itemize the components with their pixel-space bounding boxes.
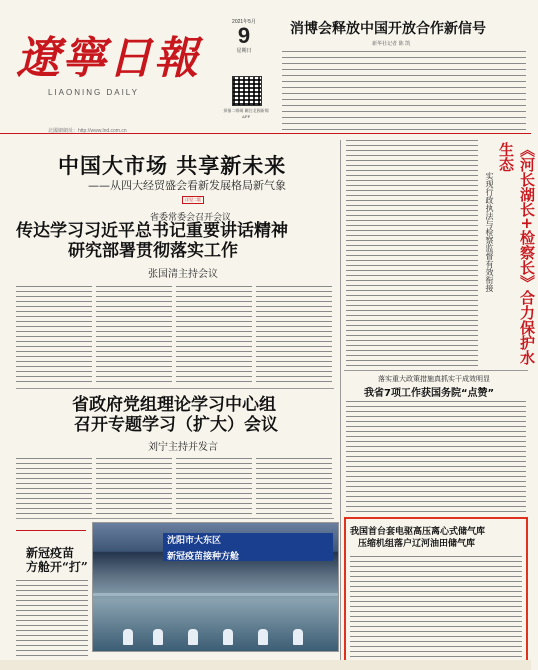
sidebar-story-body <box>346 400 526 512</box>
news-photo <box>92 522 339 652</box>
qr-code-icon[interactable] <box>232 76 262 106</box>
sidebar-story-kicker: 落实重大政策措施真抓实干成效明显 <box>378 375 490 383</box>
story2-headline-line2: 召开专题学习（扩大）会议 <box>74 415 278 435</box>
table-edge <box>93 593 338 596</box>
person-figure <box>153 629 163 645</box>
newspaper-title-english: LIAONING DAILY <box>48 88 139 97</box>
person-figure <box>223 629 233 645</box>
section-rule <box>16 518 334 519</box>
lead-headline: 中国大市场 共享新未来 <box>58 154 287 178</box>
date-block <box>218 18 270 54</box>
date-year-month: 2021年5月 <box>232 19 256 25</box>
section-rule <box>16 388 334 389</box>
divider <box>282 48 283 130</box>
story1-headline-line1: 传达学习习近平总书记重要讲话精神 <box>16 221 288 241</box>
section-rule <box>344 370 528 371</box>
photo-banner <box>163 533 333 561</box>
story1-headline-line2: 研究部署贯彻落实工作 <box>68 241 238 261</box>
qr-code-label: 掃描二維碼 關注北國新聞APP <box>223 108 269 119</box>
commentary-headline-line1: 新冠疫苗 <box>26 546 75 560</box>
person-figure <box>258 629 268 645</box>
site-url[interactable]: 北國網網址：http://www.lnd.com.cn <box>48 128 127 134</box>
photo-banner-line1: 沈阳市大东区 <box>167 536 222 546</box>
commentary-headline-line2: 方舱开“打” <box>26 560 88 574</box>
top-story-byline: 新华社记者 陈 凯 <box>372 41 411 47</box>
date-weekday: 星期日 <box>236 48 252 54</box>
story1-body <box>16 282 334 382</box>
side-story-body <box>346 140 478 366</box>
top-story-body <box>282 50 526 130</box>
date-day: 9 <box>237 23 251 48</box>
person-figure <box>293 629 303 645</box>
newspaper-title: 遼寧日報 <box>16 33 200 84</box>
side-story-subheadline: 实现行政执法与检察监督有效衔接 <box>485 172 494 292</box>
commentary-rule <box>16 530 86 543</box>
column-divider <box>340 140 341 660</box>
boxed-story-body <box>350 552 522 662</box>
person-figure <box>123 629 133 645</box>
lead-subheadline: ——从四大经贸盛会看新发展格局新气象 <box>88 179 286 192</box>
commentary-body <box>16 578 88 656</box>
sidebar-story-headline: 我省7项工作获国务院“点赞” <box>364 388 495 399</box>
masthead-rule <box>0 133 531 134</box>
story1-kicker: 省委常委会召开会议 <box>150 213 232 223</box>
person-figure <box>188 629 198 645</box>
page-bottom-margin <box>0 660 531 670</box>
side-story-headline: 《河长湖长+检察长》合力保护水生态 <box>497 142 536 365</box>
boxed-story-headline-line1: 我国首台套电驱高压离心式储气库 <box>350 527 486 537</box>
top-story-headline: 消博会释放中国开放合作新信号 <box>290 21 486 37</box>
story2-headline-line1: 省政府党组理论学习中心组 <box>72 395 276 415</box>
story1-subheadline: 张国清主持会议 <box>148 269 218 280</box>
story2-subheadline: 刘宁主持并发言 <box>148 442 218 453</box>
photo-banner-line2: 新冠疫苗接种方舱 <box>167 552 240 562</box>
continued-tag: 详见二版 <box>182 196 204 204</box>
story2-body <box>16 454 334 514</box>
boxed-story-headline-line2: 压缩机组落户辽河油田储气库 <box>358 539 476 549</box>
